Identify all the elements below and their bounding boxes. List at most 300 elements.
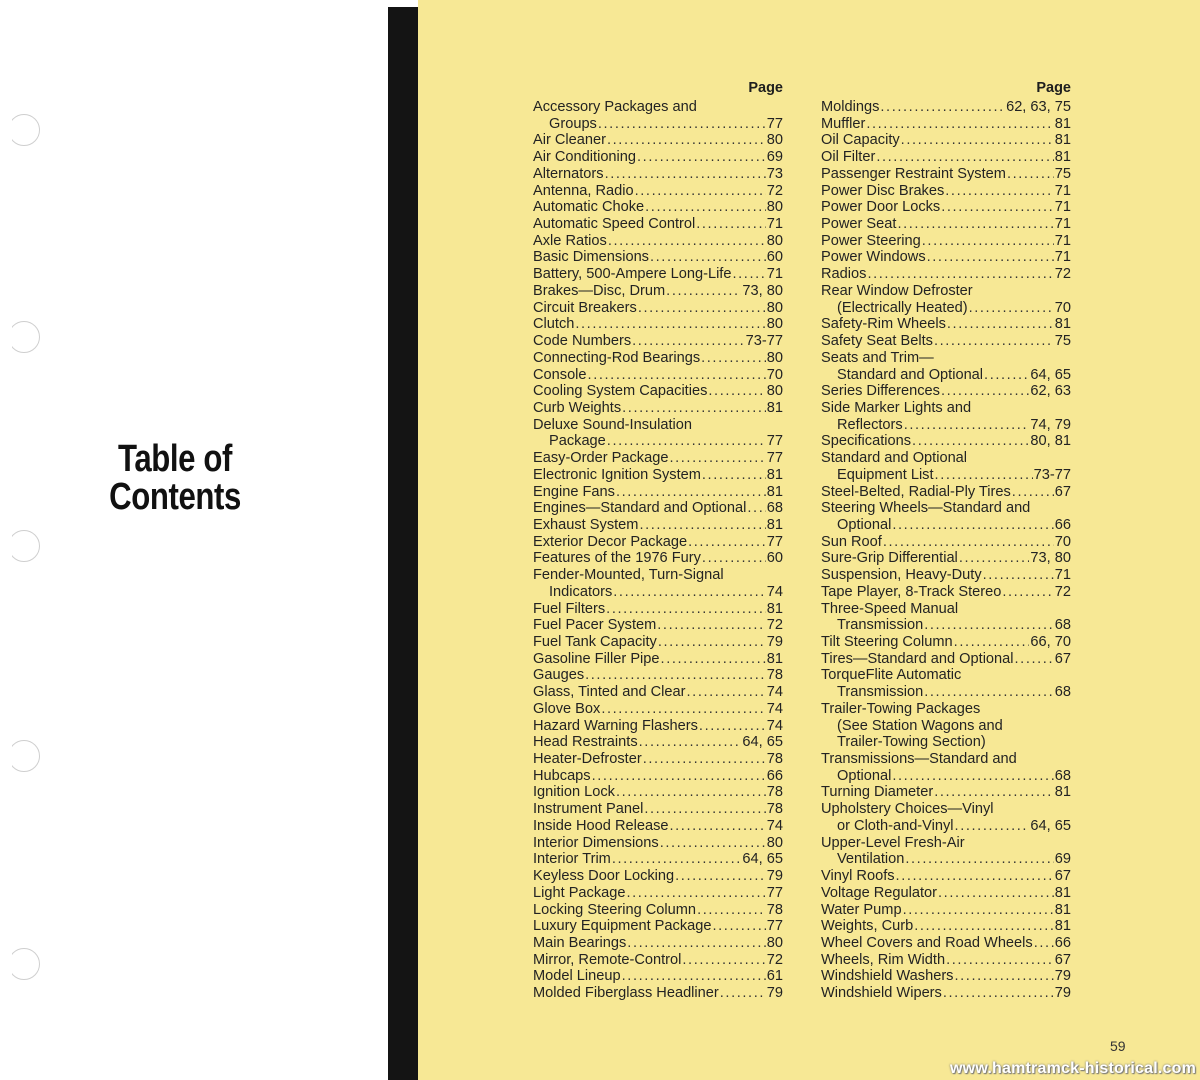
index-entry <box>821 935 1071 952</box>
index-entry-topic: Fuel Tank Capacity <box>533 634 657 650</box>
dot-leader <box>892 517 1053 534</box>
index-entry-topic: Clutch <box>533 316 575 333</box>
index-entry <box>821 734 1071 751</box>
index-entry-topic: Gauges <box>533 667 585 684</box>
index-entry <box>821 868 1071 885</box>
dot-leader <box>1012 484 1054 501</box>
dot-leader <box>905 851 1053 868</box>
index-entry-topic: Code Numbers <box>533 333 632 350</box>
dot-leader <box>666 283 741 300</box>
dot-leader <box>637 149 766 166</box>
index-entry-page: 71 <box>1054 182 1071 199</box>
index-entry-page: 72 <box>1054 583 1071 600</box>
index-entry-page: 72 <box>1054 266 1071 283</box>
dot-leader <box>627 885 766 902</box>
index-entry <box>821 166 1071 183</box>
index-entry-topic: Fuel Filters <box>533 600 606 617</box>
index-entry-topic: Trailer-Towing Packages <box>821 700 981 717</box>
index-entry-page: 73-77 <box>745 333 783 350</box>
index-entry-page: 77 <box>766 115 783 132</box>
dot-leader <box>946 952 1054 969</box>
index-entry-page: 71 <box>766 266 783 283</box>
index-entry-topic: Mirror, Remote-Control <box>533 951 682 968</box>
index-entry-page: 77 <box>766 433 783 450</box>
index-entry <box>533 283 783 300</box>
index-entry <box>821 233 1071 250</box>
index-entry-topic: Specifications <box>821 433 912 450</box>
index-entry <box>821 968 1071 985</box>
index-entry <box>533 183 783 200</box>
dot-leader <box>607 132 766 149</box>
index-entry-topic: Automatic Choke <box>533 199 645 216</box>
index-entry <box>821 500 1071 517</box>
index-entry <box>533 199 783 216</box>
index-entry-page: 74 <box>766 717 783 734</box>
index-entry-topic: Axle Ratios <box>533 232 607 249</box>
index-entry-page: 74 <box>766 684 783 701</box>
index-entry-topic: Main Bearings <box>533 934 627 951</box>
dot-leader <box>935 467 1033 484</box>
index-entry-topic: Steel-Belted, Radial-Ply Tires <box>821 483 1011 500</box>
index-entry <box>533 601 783 618</box>
index-entry-topic: Luxury Equipment Package <box>533 918 712 935</box>
dot-leader <box>892 768 1053 785</box>
index-entry-topic: Instrument Panel <box>533 801 644 818</box>
index-entry <box>533 367 783 384</box>
index-entry-page: 73, 80 <box>1030 550 1071 567</box>
dot-leader <box>605 166 766 183</box>
index-entry <box>821 450 1071 467</box>
dot-leader <box>1015 651 1054 668</box>
index-entry-page: 66, 70 <box>1030 634 1071 650</box>
index-entry <box>821 367 1071 384</box>
dot-leader <box>883 534 1054 551</box>
index-entry-topic: Optional <box>837 516 892 533</box>
index-entry-topic: Connecting-Rod Bearings <box>533 349 701 366</box>
index-entry <box>533 835 783 852</box>
index-entry-page: 64, 65 <box>742 734 783 751</box>
index-entry <box>533 902 783 919</box>
index-entry <box>533 634 783 651</box>
index-entry-topic: Reflectors <box>837 416 903 433</box>
index-entry-topic: Glass, Tinted and Clear <box>533 684 686 701</box>
index-entry-topic: Ignition Lock <box>533 784 615 801</box>
index-entry <box>821 383 1071 400</box>
index-entry <box>821 400 1071 417</box>
index-entry-page: 81 <box>1054 316 1071 333</box>
dot-leader <box>955 818 1030 835</box>
index-entry-page: 81 <box>766 516 783 533</box>
index-entry-topic: Groups <box>549 115 597 132</box>
dot-leader <box>969 300 1054 317</box>
index-entry <box>533 818 783 835</box>
dot-leader <box>585 667 766 684</box>
index-entry <box>533 868 783 885</box>
index-entry-page: 78 <box>766 901 783 918</box>
index-entry-topic: Power Disc Brakes <box>821 182 945 199</box>
index-entry-page: 74 <box>766 817 783 834</box>
index-entry-page: 72 <box>766 617 783 634</box>
side-title-line-1: Table of <box>118 438 232 480</box>
index-entry-topic: Equipment List <box>837 466 934 483</box>
index-entry-topic: Power Steering <box>821 232 921 249</box>
index-entry-topic: or Cloth-and-Vinyl <box>837 817 954 834</box>
index-entry <box>533 667 783 684</box>
dot-leader <box>661 651 766 668</box>
index-entry-topic: Exterior Decor Package <box>533 533 688 550</box>
index-entry <box>533 249 783 266</box>
index-entry <box>821 183 1071 200</box>
index-entry <box>533 149 783 166</box>
index-entry <box>821 667 1071 684</box>
index-entry <box>533 166 783 183</box>
index-entry-page: 80 <box>766 349 783 366</box>
index-entry <box>821 601 1071 618</box>
index-entry <box>533 132 783 149</box>
dot-leader <box>699 718 766 735</box>
binding-strip <box>388 7 418 1080</box>
index-entry-topic: Air Conditioning <box>533 149 637 166</box>
index-entry-page: 62, 63 <box>1030 383 1071 400</box>
dot-leader <box>941 199 1054 216</box>
index-entry <box>533 684 783 701</box>
dot-leader <box>639 734 742 751</box>
index-entry-topic: Safety-Rim Wheels <box>821 316 946 333</box>
dot-leader <box>613 584 765 601</box>
index-entry <box>821 684 1071 701</box>
index-entry <box>533 751 783 768</box>
index-entry-topic: Air Cleaner <box>533 132 606 149</box>
index-entry-page: 75 <box>1054 333 1071 350</box>
index-entry-page: 74, 79 <box>1030 416 1071 433</box>
index-entry-page: 72 <box>766 182 783 199</box>
index-entry-page: 67 <box>1054 951 1071 968</box>
index-entry-page: 79 <box>766 985 783 1002</box>
index-entry-page: 77 <box>766 918 783 935</box>
dot-leader <box>934 784 1054 801</box>
index-entry-page: 79 <box>766 868 783 885</box>
index-entry-page: 78 <box>766 784 783 801</box>
index-entry-page: 64, 65 <box>1030 366 1071 383</box>
index-entry <box>821 249 1071 266</box>
index-entry-topic: Standard and Optional <box>837 366 984 383</box>
index-entry <box>533 99 783 116</box>
dot-leader <box>669 818 765 835</box>
dot-leader <box>867 266 1053 283</box>
index-entry-page: 64, 65 <box>742 851 783 868</box>
index-entry-topic: TorqueFlite Automatic <box>821 667 962 684</box>
index-entry <box>533 952 783 969</box>
index-entry-topic: Radios <box>821 266 867 283</box>
index-entry-page: 79 <box>766 634 783 650</box>
dot-leader <box>702 550 766 567</box>
dot-leader <box>638 300 766 317</box>
index-entry-page: 71 <box>1054 232 1071 249</box>
index-entry <box>533 885 783 902</box>
index-entry-page: 80 <box>766 316 783 333</box>
binder-hole-3 <box>8 530 40 562</box>
index-entry <box>533 233 783 250</box>
index-entry-topic: Locking Steering Column <box>533 901 697 918</box>
side-title <box>81 440 270 516</box>
index-entry-page: 70 <box>766 366 783 383</box>
index-entry <box>533 216 783 233</box>
index-entry-topic: Automatic Speed Control <box>533 216 696 233</box>
index-entry-topic: Ventilation <box>837 851 905 868</box>
index-entry-topic: Fender-Mounted, Turn-Signal <box>533 567 724 584</box>
index-entry <box>821 617 1071 634</box>
index-entry-topic: Features of the 1976 Fury <box>533 550 701 567</box>
dot-leader <box>924 684 1054 701</box>
page-number: 59 <box>1110 1038 1126 1054</box>
index-entry-page: 80 <box>766 834 783 851</box>
index-entry-topic: Keyless Door Locking <box>533 868 675 885</box>
index-entry-topic: Side Marker Lights and <box>821 399 972 416</box>
index-entry-page: 68 <box>1054 684 1071 701</box>
index-entry <box>533 768 783 785</box>
dot-leader <box>720 985 766 1002</box>
index-entry-page: 73-77 <box>1033 466 1071 483</box>
index-entry-page: 69 <box>766 149 783 166</box>
index-entry-topic: Model Lineup <box>533 968 621 985</box>
index-entry <box>533 450 783 467</box>
index-entry-topic: Oil Filter <box>821 149 876 166</box>
binder-hole-4 <box>8 740 40 772</box>
index-entry-topic: Alternators <box>533 165 604 182</box>
dot-leader <box>712 918 765 935</box>
index-entry <box>821 149 1071 166</box>
index-entry-page: 80 <box>766 299 783 316</box>
index-entry-topic: Cooling System Capacities <box>533 383 708 400</box>
dot-leader <box>588 367 766 384</box>
index-entry-page: 81 <box>766 466 783 483</box>
dot-leader <box>601 701 765 718</box>
dot-leader <box>660 835 766 852</box>
index-entry-page: 68 <box>1054 767 1071 784</box>
index-entry-topic: Upholstery Choices—Vinyl <box>821 801 994 818</box>
index-entry-topic: Wheel Covers and Road Wheels <box>821 934 1033 951</box>
index-entry <box>533 417 783 434</box>
index-entry-page: 78 <box>766 751 783 768</box>
index-entry <box>533 350 783 367</box>
index-entry <box>533 500 783 517</box>
dot-leader <box>669 450 765 467</box>
index-entry-topic: Indicators <box>549 583 613 600</box>
dot-leader <box>632 333 745 350</box>
dot-leader <box>732 266 765 283</box>
index-entry-page: 81 <box>766 399 783 416</box>
index-entry <box>821 885 1071 902</box>
dot-leader <box>903 902 1054 919</box>
index-entry-topic: Vinyl Roofs <box>821 868 895 885</box>
index-entry <box>821 751 1071 768</box>
index-entry-topic: Antenna, Radio <box>533 182 634 199</box>
index-entry-page: 80, 81 <box>1030 433 1071 450</box>
index-entry <box>533 701 783 718</box>
binder-hole-1 <box>8 114 40 146</box>
index-entry-page: 80 <box>766 383 783 400</box>
index-entry <box>533 567 783 584</box>
binder-hole-2 <box>8 321 40 353</box>
index-entry <box>533 266 783 283</box>
index-entry-topic: Circuit Breakers <box>533 299 637 316</box>
dot-leader <box>643 751 766 768</box>
dot-leader <box>592 768 766 785</box>
column-page-header: Page <box>748 80 783 96</box>
index-entry-page: 68 <box>766 500 783 517</box>
index-entry <box>533 316 783 333</box>
index-entry <box>821 801 1071 818</box>
index-entry <box>821 818 1071 835</box>
dot-leader <box>927 249 1054 266</box>
index-entry-topic: Package <box>549 433 606 450</box>
index-entry-page: 79 <box>1054 985 1071 1002</box>
index-entry-topic: Passenger Restraint System <box>821 165 1006 182</box>
index-entry <box>821 266 1071 283</box>
index-entry-page: 60 <box>766 249 783 266</box>
index-entry-topic: Engine Fans <box>533 483 615 500</box>
index-entry-page: 71 <box>1054 249 1071 266</box>
index-entry-page: 66 <box>1054 516 1071 533</box>
index-entry-page: 81 <box>1054 149 1071 166</box>
index-entry-page: 70 <box>1054 533 1071 550</box>
index-entry-topic: Sun Roof <box>821 533 882 550</box>
index-entry-topic: Exhaust System <box>533 516 639 533</box>
index-entry-page: 60 <box>766 550 783 567</box>
index-entry-page: 80 <box>766 232 783 249</box>
dot-leader <box>627 935 765 952</box>
index-entry <box>821 350 1071 367</box>
index-entry <box>533 918 783 935</box>
index-entry-topic: (See Station Wagons and <box>837 717 1003 734</box>
index-entry <box>533 467 783 484</box>
index-entry-page: 81 <box>1054 784 1071 801</box>
dot-leader <box>701 350 766 367</box>
index-entry-page: 61 <box>766 968 783 985</box>
index-entry-page: 81 <box>1054 884 1071 901</box>
index-entry-page: 80 <box>766 132 783 149</box>
index-entry <box>821 300 1071 317</box>
index-entry <box>533 651 783 668</box>
index-entry <box>821 116 1071 133</box>
index-entry-page: 64, 65 <box>1030 817 1071 834</box>
index-entry-topic: Gasoline Filler Pipe <box>533 650 660 667</box>
index-entry-page: 71 <box>766 216 783 233</box>
index-entry-page: 77 <box>766 884 783 901</box>
index-entry-topic: Steering Wheels—Standard and <box>821 500 1031 517</box>
index-entry-topic: Windshield Washers <box>821 968 954 985</box>
index-entry <box>821 433 1071 450</box>
index-column-left <box>533 78 783 1002</box>
index-entry <box>821 701 1071 718</box>
index-entry <box>533 617 783 634</box>
dot-leader <box>934 333 1054 350</box>
dot-leader <box>675 868 766 885</box>
index-entry-topic: Wheels, Rim Width <box>821 951 946 968</box>
dot-leader <box>945 183 1053 200</box>
index-entry-topic: Oil Capacity <box>821 132 900 149</box>
dot-leader <box>1034 935 1054 952</box>
dot-leader <box>645 199 766 216</box>
index-entry-topic: Series Differences <box>821 383 940 400</box>
dot-leader <box>657 617 765 634</box>
index-entry-page: 81 <box>1054 132 1071 149</box>
index-entry-topic: Voltage Regulator <box>821 884 938 901</box>
index-entry-topic: Power Seat <box>821 216 897 233</box>
dot-leader <box>747 500 765 517</box>
dot-leader <box>924 617 1054 634</box>
index-entry <box>821 584 1071 601</box>
index-entry-topic: Power Windows <box>821 249 926 266</box>
index-entry-topic: Sure-Grip Differential <box>821 550 958 567</box>
index-entry-page: 79 <box>1054 968 1071 985</box>
dot-leader <box>622 400 766 417</box>
index-entry <box>533 517 783 534</box>
index-entry-topic: Tires—Standard and Optional <box>821 650 1014 667</box>
index-entry <box>533 484 783 501</box>
index-entry <box>821 718 1071 735</box>
column-page-header: Page <box>1036 80 1071 96</box>
index-entry-topic: Weights, Curb <box>821 918 914 935</box>
dot-leader <box>688 534 766 551</box>
index-entry <box>533 784 783 801</box>
index-entry <box>821 417 1071 434</box>
index-entry-page: 78 <box>766 667 783 684</box>
dot-leader <box>702 467 766 484</box>
index-entry-topic: Power Door Locks <box>821 199 941 216</box>
index-entry-page: 66 <box>766 767 783 784</box>
index-entry <box>533 534 783 551</box>
index-entry <box>533 985 783 1002</box>
index-entry-topic: Engines—Standard and Optional <box>533 500 747 517</box>
dot-leader <box>658 634 766 651</box>
index-entry-topic: Fuel Pacer System <box>533 617 657 634</box>
index-entry <box>821 333 1071 350</box>
dot-leader <box>897 216 1053 233</box>
index-entry-page: 74 <box>766 583 783 600</box>
index-entry-page: 73 <box>766 165 783 182</box>
index-entry <box>821 784 1071 801</box>
index-entry-page: 71 <box>1054 216 1071 233</box>
index-entry-topic: Easy-Order Package <box>533 450 669 467</box>
index-entry-topic: Interior Dimensions <box>533 834 659 851</box>
index-entry-topic: Molded Fiberglass Headliner <box>533 985 719 1002</box>
index-entry <box>821 467 1071 484</box>
dot-leader <box>635 183 766 200</box>
index-entry <box>821 484 1071 501</box>
dot-leader <box>697 902 766 919</box>
index-entry-page: 72 <box>766 951 783 968</box>
index-entry-page: 77 <box>766 450 783 467</box>
index-entry-page: 68 <box>1054 617 1071 634</box>
index-entry-topic: Upper-Level Fresh-Air <box>821 834 965 851</box>
index-entry-page: 74 <box>766 700 783 717</box>
index-entry <box>533 968 783 985</box>
dot-leader <box>876 149 1053 166</box>
dot-leader <box>708 383 765 400</box>
dot-leader <box>622 968 766 985</box>
index-entry <box>821 216 1071 233</box>
index-column-right <box>821 78 1071 1002</box>
index-entry-page: 78 <box>766 801 783 818</box>
index-entry <box>821 651 1071 668</box>
index-entry-topic: Optional <box>837 767 892 784</box>
index-entry-topic: Electronic Ignition System <box>533 466 701 483</box>
index-entry-topic: Interior Trim <box>533 851 611 868</box>
index-entry-page: 81 <box>1054 918 1071 935</box>
index-entry <box>821 952 1071 969</box>
dot-leader <box>954 968 1053 985</box>
